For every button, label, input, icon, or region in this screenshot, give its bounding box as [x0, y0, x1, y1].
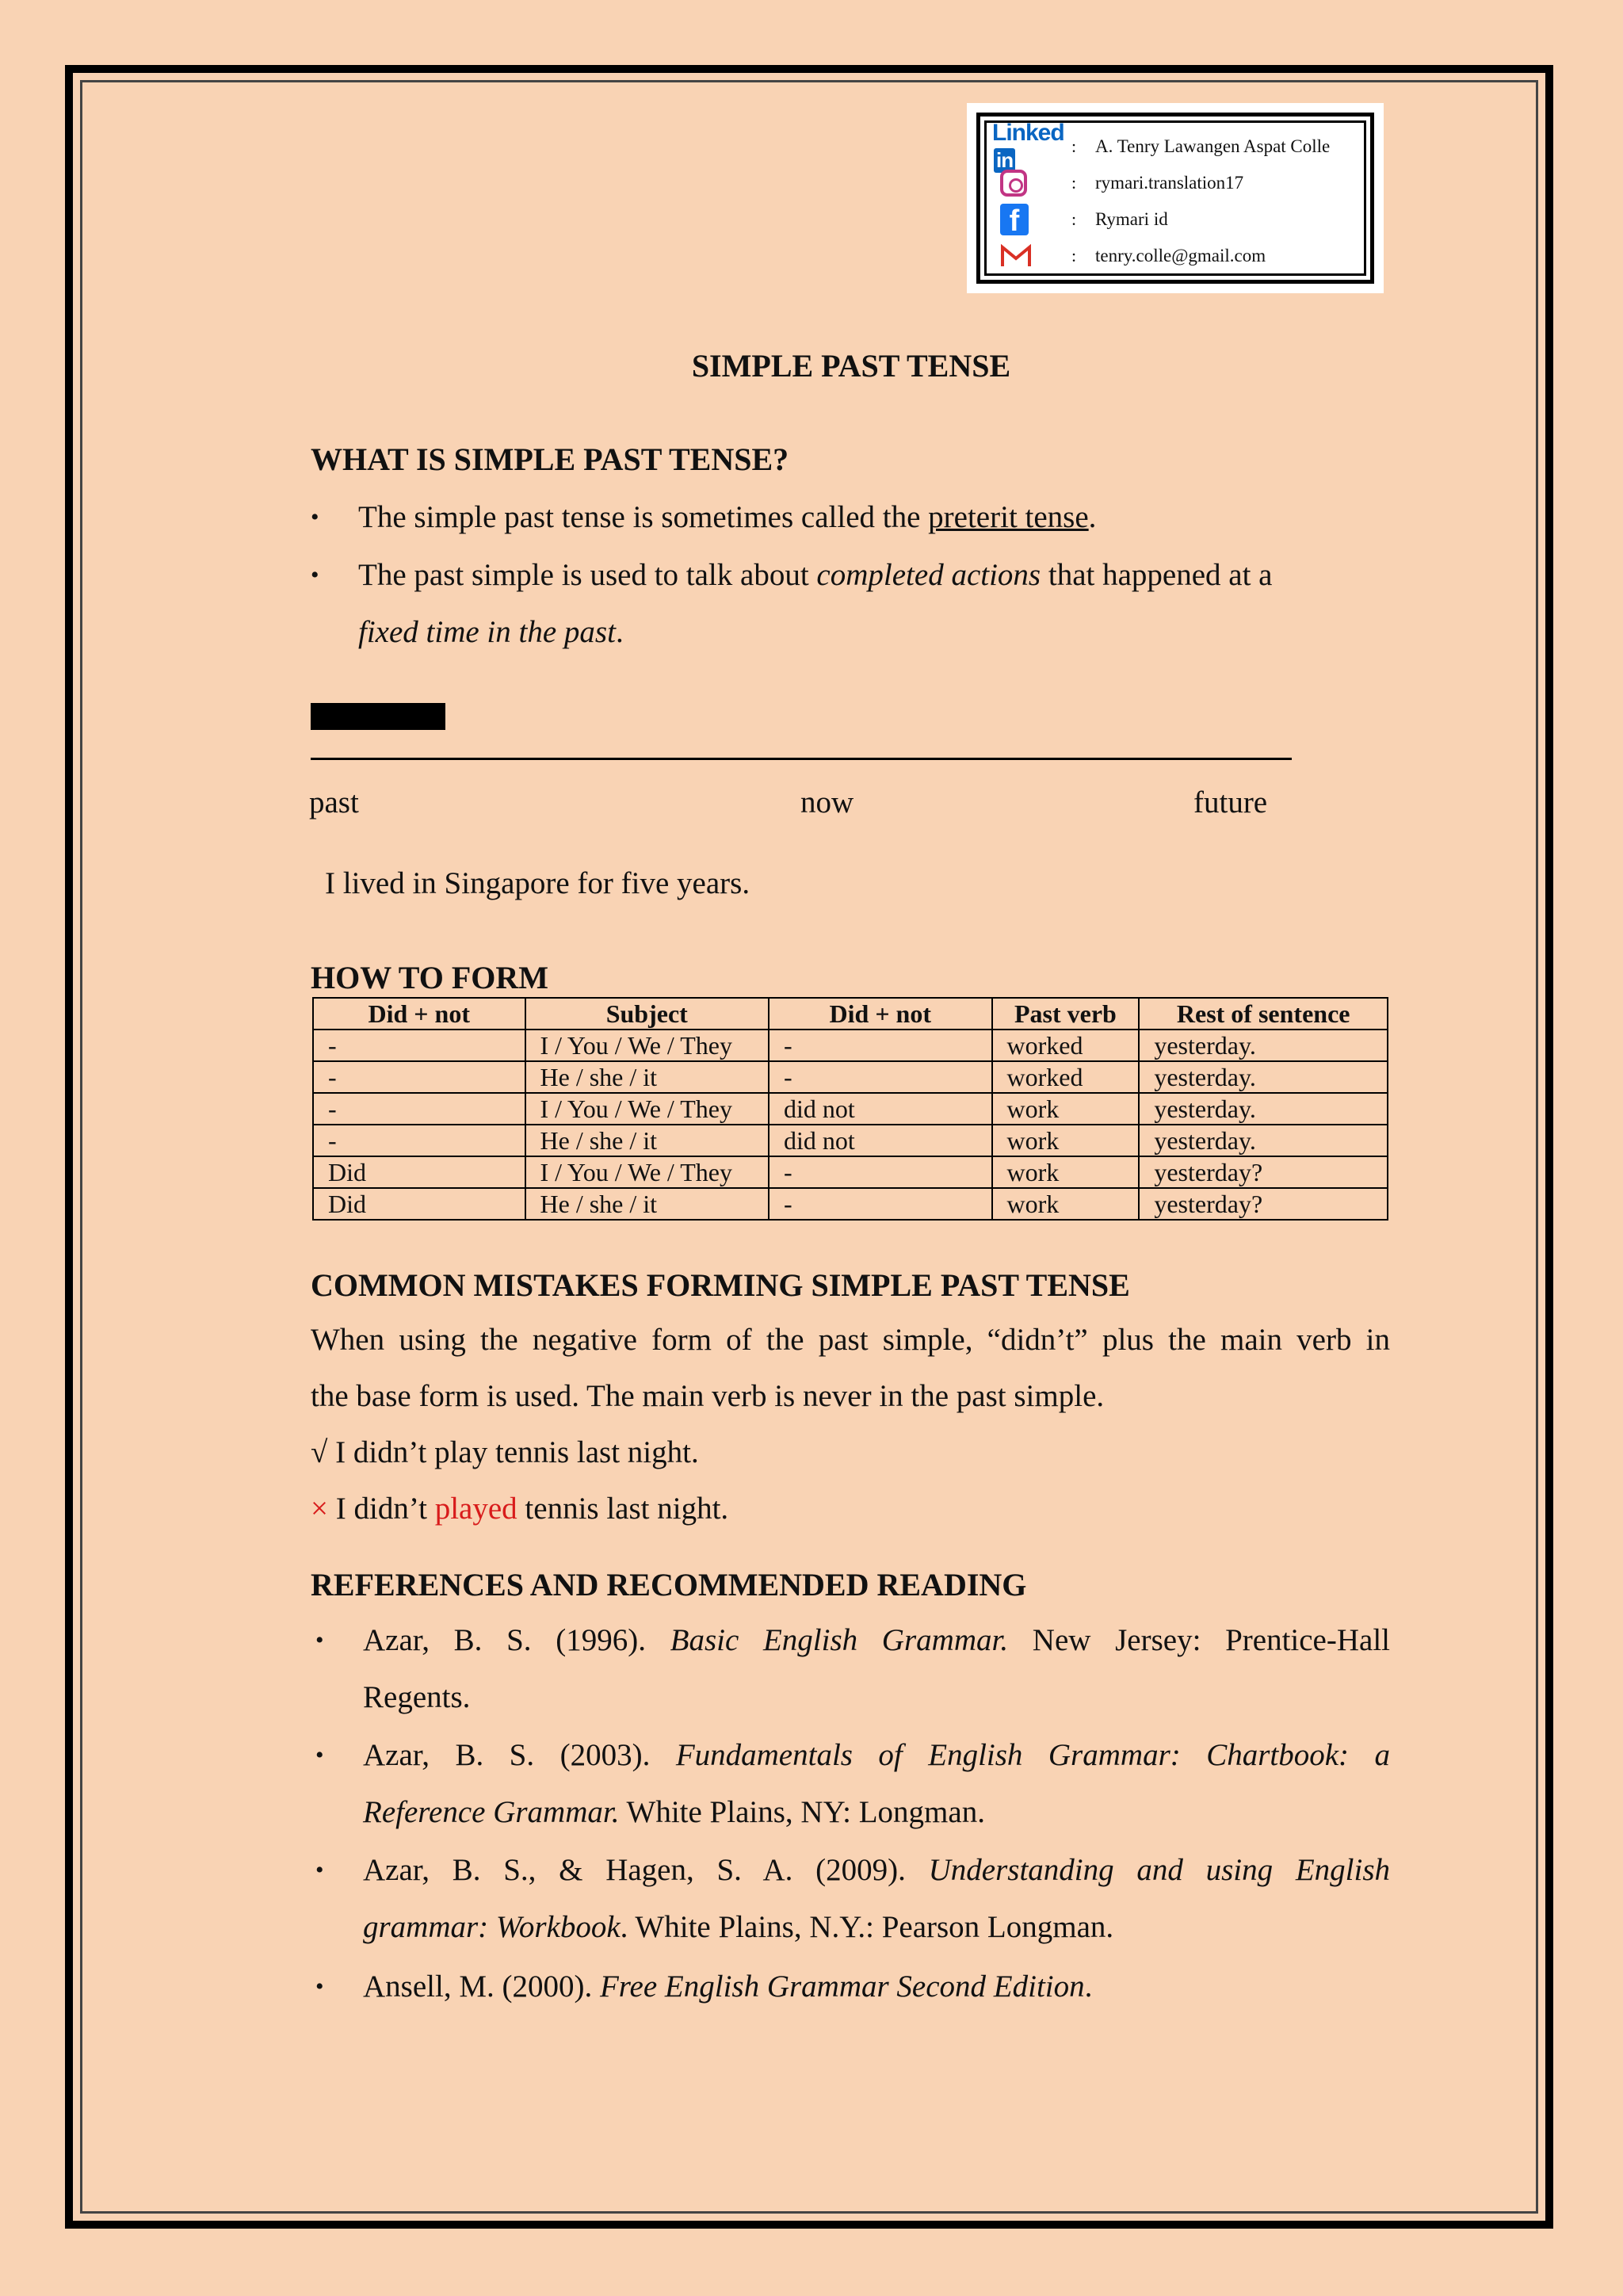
- table-cell: yesterday.: [1139, 1030, 1388, 1061]
- check-mark-icon: √: [311, 1435, 328, 1469]
- table-cell: -: [769, 1030, 991, 1061]
- table-cell: -: [769, 1061, 991, 1093]
- reference-3-line2: grammar: Workbook. White Plains, N.Y.: Pearson Longman.: [363, 1910, 1114, 1944]
- table-cell: Did: [313, 1188, 525, 1220]
- reference-2-line2: Reference Grammar. White Plains, NY: Longman.: [363, 1795, 985, 1829]
- table-cell: work: [992, 1156, 1140, 1188]
- table-cell: yesterday.: [1139, 1125, 1388, 1156]
- contact-instagram: rymari.translation17: [1095, 173, 1244, 193]
- linkedin-icon: Linkedin: [992, 120, 1064, 172]
- instagram-icon: [992, 166, 1071, 201]
- table-cell: He / she / it: [525, 1125, 769, 1156]
- contact-facebook: Rymari id: [1095, 209, 1168, 229]
- table-cell: -: [769, 1188, 991, 1220]
- contact-facebook-row: f : Rymari id: [992, 201, 1365, 238]
- contact-email: tenry.colle@gmail.com: [1095, 246, 1266, 266]
- table-cell: work: [992, 1093, 1140, 1125]
- page-title: SIMPLE PAST TENSE: [691, 348, 1011, 384]
- contact-email-row: : tenry.colle@gmail.com: [992, 238, 1365, 274]
- table-header: Did + not: [313, 998, 525, 1030]
- table-header: Subject: [525, 998, 769, 1030]
- table-cell: work: [992, 1125, 1140, 1156]
- reference-3: Azar, B. S., & Hagen, S. A. (2009). Understanding and using English: [363, 1853, 1391, 1887]
- mistakes-text-line2: the base form is used. The main verb is never in the past simple.: [311, 1379, 1105, 1413]
- what-bullet-2-line2: fixed time in the past.: [358, 615, 624, 649]
- contact-card: [967, 103, 1384, 293]
- facebook-icon: f: [992, 202, 1071, 237]
- references-heading: REFERENCES AND RECOMMENDED READING: [311, 1567, 1027, 1603]
- table-cell: I / You / We / They: [525, 1156, 769, 1188]
- contact-instagram-row: : rymari.translation17: [992, 165, 1365, 201]
- timeline-example: I lived in Singapore for five years.: [325, 866, 750, 900]
- what-bullet-1: The simple past tense is sometimes called the preterit tense.: [358, 500, 1097, 534]
- bullet-dot: •: [311, 562, 319, 588]
- table-cell: did not: [769, 1125, 991, 1156]
- mistakes-heading: COMMON MISTAKES FORMING SIMPLE PAST TENSE: [311, 1267, 1130, 1303]
- table-cell: -: [769, 1156, 991, 1188]
- form-table: [312, 997, 1388, 1221]
- table-cell: -: [313, 1125, 525, 1156]
- table-cell: work: [992, 1188, 1140, 1220]
- table-row: [313, 1061, 1388, 1093]
- table-row: [313, 1093, 1388, 1125]
- timeline-now: now: [800, 785, 854, 819]
- redacted-bar: [311, 703, 445, 730]
- table-cell: worked: [992, 1061, 1140, 1093]
- table-row: [313, 1030, 1388, 1061]
- contact-linkedin: A. Tenry Lawangen Aspat Colle: [1095, 136, 1331, 156]
- cross-mark-icon: ×: [311, 1492, 328, 1526]
- reference-1: Azar, B. S. (1996). Basic English Grammar. New Jersey: Prentice-Hall: [363, 1623, 1390, 1657]
- table-cell: I / You / We / They: [525, 1093, 769, 1125]
- table-cell: yesterday.: [1139, 1093, 1388, 1125]
- table-cell: I / You / We / They: [525, 1030, 769, 1061]
- form-heading: HOW TO FORM: [311, 960, 549, 995]
- what-bullet-2: The past simple is used to talk about completed actions that happened at a: [358, 558, 1273, 592]
- timeline-past: past: [309, 785, 359, 819]
- bullet-dot: •: [315, 1627, 324, 1653]
- table-cell: -: [313, 1061, 525, 1093]
- preterit-term: preterit tense: [928, 500, 1089, 534]
- reference-4: Ansell, M. (2000). Free English Grammar Second Edition.: [363, 1969, 1093, 2004]
- table-cell: -: [313, 1093, 525, 1125]
- gmail-icon: [992, 239, 1071, 273]
- bullet-dot: •: [315, 1857, 324, 1883]
- table-header: Rest of sentence: [1139, 998, 1388, 1030]
- reference-1-line2: Regents.: [363, 1680, 471, 1714]
- table-row: [313, 1156, 1388, 1188]
- bullet-dot: •: [311, 504, 319, 530]
- table-cell: worked: [992, 1030, 1140, 1061]
- table-cell: -: [313, 1030, 525, 1061]
- table-cell: He / she / it: [525, 1188, 769, 1220]
- what-heading: WHAT IS SIMPLE PAST TENSE?: [311, 441, 789, 477]
- table-header: Did + not: [769, 998, 991, 1030]
- bullet-dot: •: [315, 1973, 324, 2000]
- table-cell: yesterday.: [1139, 1061, 1388, 1093]
- table-cell: yesterday?: [1139, 1188, 1388, 1220]
- table-row: [313, 1188, 1388, 1220]
- table-cell: Did: [313, 1156, 525, 1188]
- table-cell: yesterday?: [1139, 1156, 1388, 1188]
- table-cell: He / she / it: [525, 1061, 769, 1093]
- table-header: Past verb: [992, 998, 1140, 1030]
- bullet-dot: •: [315, 1742, 324, 1768]
- reference-2: Azar, B. S. (2003). Fundamentals of English Grammar: Chartbook: a: [363, 1738, 1391, 1772]
- timeline-future: future: [1193, 785, 1268, 819]
- mistakes-text-line1: When using the negative form of the past simple, “didn’t” plus the main verb in: [311, 1323, 1390, 1357]
- table-cell: did not: [769, 1093, 991, 1125]
- contact-linkedin-row: Linkedin : A. Tenry Lawangen Aspat Colle: [992, 120, 1331, 172]
- wrong-example: × I didn’t played tennis last night.: [311, 1492, 729, 1526]
- table-row: [313, 1125, 1388, 1156]
- wrong-verb: played: [434, 1492, 517, 1526]
- correct-example: √ I didn’t play tennis last night.: [311, 1435, 699, 1469]
- timeline-line: [311, 758, 1292, 760]
